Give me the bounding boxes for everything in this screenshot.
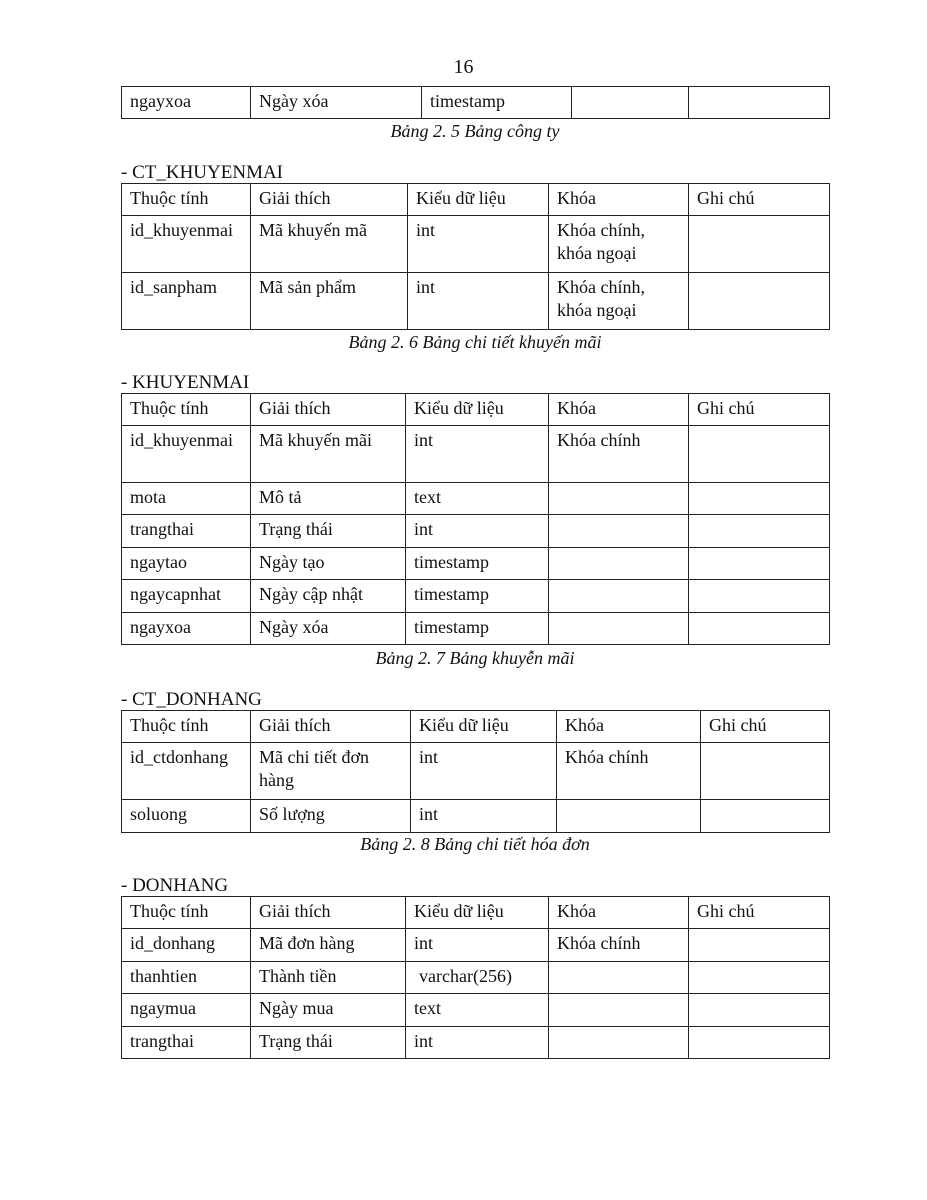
table-row (122, 743, 830, 800)
table-cell: Khóa chính (557, 743, 701, 800)
table-cell: timestamp (422, 87, 572, 119)
table-header-row (122, 184, 830, 216)
table-cell (689, 1027, 830, 1059)
table-cell: int (406, 515, 549, 548)
table-cell: id_donhang (122, 929, 251, 962)
table-cell (701, 743, 830, 800)
table-cell: Ngày tạo (251, 548, 406, 580)
header-cell: Thuộc tính (122, 897, 251, 929)
table-cell: Khóa chính, khóa ngoại (549, 216, 689, 273)
table-cell: Thành tiền (251, 962, 406, 994)
header-cell: Khóa (549, 184, 689, 216)
table-cell: Khóa chính (549, 929, 689, 962)
table-cell: Khóa chính, khóa ngoại (549, 273, 689, 330)
table-cell: Khóa chính (549, 426, 689, 483)
table-cell: timestamp (406, 580, 549, 613)
table-cell (701, 800, 830, 833)
table-cell (549, 548, 689, 580)
header-cell: Kiểu dữ liệu (408, 184, 549, 216)
table-cell: Mô tả (251, 483, 406, 515)
header-cell: Khóa (557, 711, 701, 743)
table-cell: Mã khuyến mã (251, 216, 408, 273)
header-cell: Giải thích (251, 711, 411, 743)
header-cell: Thuộc tính (122, 711, 251, 743)
header-cell: Giải thích (251, 184, 408, 216)
header-cell: Khóa (549, 394, 689, 426)
table-cell: ngaytao (122, 548, 251, 580)
table-row (122, 426, 830, 483)
company-table-continuation (121, 86, 830, 119)
table-cell: ngayxoa (122, 87, 251, 119)
table-cell: id_sanpham (122, 273, 251, 330)
table-row (122, 216, 830, 273)
table-cell (689, 216, 830, 273)
table-cell (549, 994, 689, 1027)
table-cell (689, 87, 830, 119)
table-cell: int (411, 743, 557, 800)
header-cell: Kiểu dữ liệu (411, 711, 557, 743)
table-header-row (122, 394, 830, 426)
table-cell (689, 426, 830, 483)
header-cell: Kiểu dữ liệu (406, 897, 549, 929)
table-row (122, 515, 830, 548)
donhang-table (121, 896, 830, 1059)
khuyenmai-table (121, 393, 830, 645)
table-cell (572, 87, 689, 119)
table-cell: Mã khuyến mãi (251, 426, 406, 483)
table-cell: timestamp (406, 548, 549, 580)
table-cell (689, 962, 830, 994)
table-header-row (122, 897, 830, 929)
table-cell: Ngày mua (251, 994, 406, 1027)
section-title: - CT_KHUYENMAI (121, 162, 284, 183)
table-caption: Bảng 2. 5 Bảng công ty (390, 121, 560, 141)
table-cell: Ngày xóa (251, 87, 422, 119)
ct-khuyenmai-table (121, 183, 830, 330)
table-cell: timestamp (406, 613, 549, 645)
table-row (122, 613, 830, 645)
header-cell: Giải thích (251, 394, 406, 426)
table-header-row (122, 711, 830, 743)
section-title: - DONHANG (121, 875, 229, 896)
table-row (122, 1027, 830, 1059)
table-row (122, 994, 830, 1027)
table-cell: int (406, 929, 549, 962)
table-cell: ngaymua (122, 994, 251, 1027)
table-cell: thanhtien (122, 962, 251, 994)
table-cell (549, 580, 689, 613)
table-cell: Mã đơn hàng (251, 929, 406, 962)
table-cell: id_khuyenmai (122, 216, 251, 273)
table-cell: int (406, 1027, 549, 1059)
table-cell: Ngày cập nhật (251, 580, 406, 613)
table-caption: Bảng 2. 8 Bảng chi tiết hóa đơn (360, 834, 590, 854)
table-row (122, 87, 830, 119)
table-row (122, 580, 830, 613)
table-cell: text (406, 483, 549, 515)
table-cell: Ngày xóa (251, 613, 406, 645)
table-caption: Bảng 2. 7 Bảng khuyễn mãi (375, 648, 575, 668)
table-cell (689, 929, 830, 962)
table-cell: Mã sản phẩm (251, 273, 408, 330)
table-cell (549, 613, 689, 645)
header-cell: Ghi chú (689, 897, 830, 929)
header-cell: Giải thích (251, 897, 406, 929)
table-cell: ngaycapnhat (122, 580, 251, 613)
table-cell (689, 515, 830, 548)
table-cell (549, 483, 689, 515)
table-cell: trangthai (122, 1027, 251, 1059)
table-cell (689, 483, 830, 515)
table-cell: ngayxoa (122, 613, 251, 645)
header-cell: Thuộc tính (122, 394, 251, 426)
table-cell: mota (122, 483, 251, 515)
table-row (122, 273, 830, 330)
table-row (122, 548, 830, 580)
header-cell: Kiểu dữ liệu (406, 394, 549, 426)
table-cell: int (411, 800, 557, 833)
ct-donhang-table (121, 710, 830, 833)
table-cell (549, 1027, 689, 1059)
section-title: - KHUYENMAI (121, 372, 250, 393)
table-cell: id_ctdonhang (122, 743, 251, 800)
table-caption: Bảng 2. 6 Bảng chi tiết khuyến mãi (348, 332, 602, 352)
header-cell: Ghi chú (689, 394, 830, 426)
table-cell: Trạng thái (251, 515, 406, 548)
table-row (122, 962, 830, 994)
table-cell: Mã chi tiết đơn hàng (251, 743, 411, 800)
table-cell: trangthai (122, 515, 251, 548)
page-number: 16 (453, 56, 474, 78)
header-cell: Ghi chú (701, 711, 830, 743)
table-cell: int (408, 216, 549, 273)
table-cell: Trạng thái (251, 1027, 406, 1059)
table-cell: text (406, 994, 549, 1027)
header-cell: Thuộc tính (122, 184, 251, 216)
table-cell (689, 548, 830, 580)
table-cell: Số lượng (251, 800, 411, 833)
table-cell (549, 515, 689, 548)
table-cell (557, 800, 701, 833)
header-cell: Ghi chú (689, 184, 830, 216)
table-cell: varchar(256) (406, 962, 549, 994)
section-title: - CT_DONHANG (121, 689, 262, 710)
table-cell: int (408, 273, 549, 330)
table-cell (549, 962, 689, 994)
table-cell: id_khuyenmai (122, 426, 251, 483)
table-cell (689, 994, 830, 1027)
table-row (122, 800, 830, 833)
header-cell: Khóa (549, 897, 689, 929)
table-row (122, 929, 830, 962)
table-cell (689, 613, 830, 645)
table-cell (689, 273, 830, 330)
table-row (122, 483, 830, 515)
table-cell (689, 580, 830, 613)
table-cell: soluong (122, 800, 251, 833)
table-cell: int (406, 426, 549, 483)
